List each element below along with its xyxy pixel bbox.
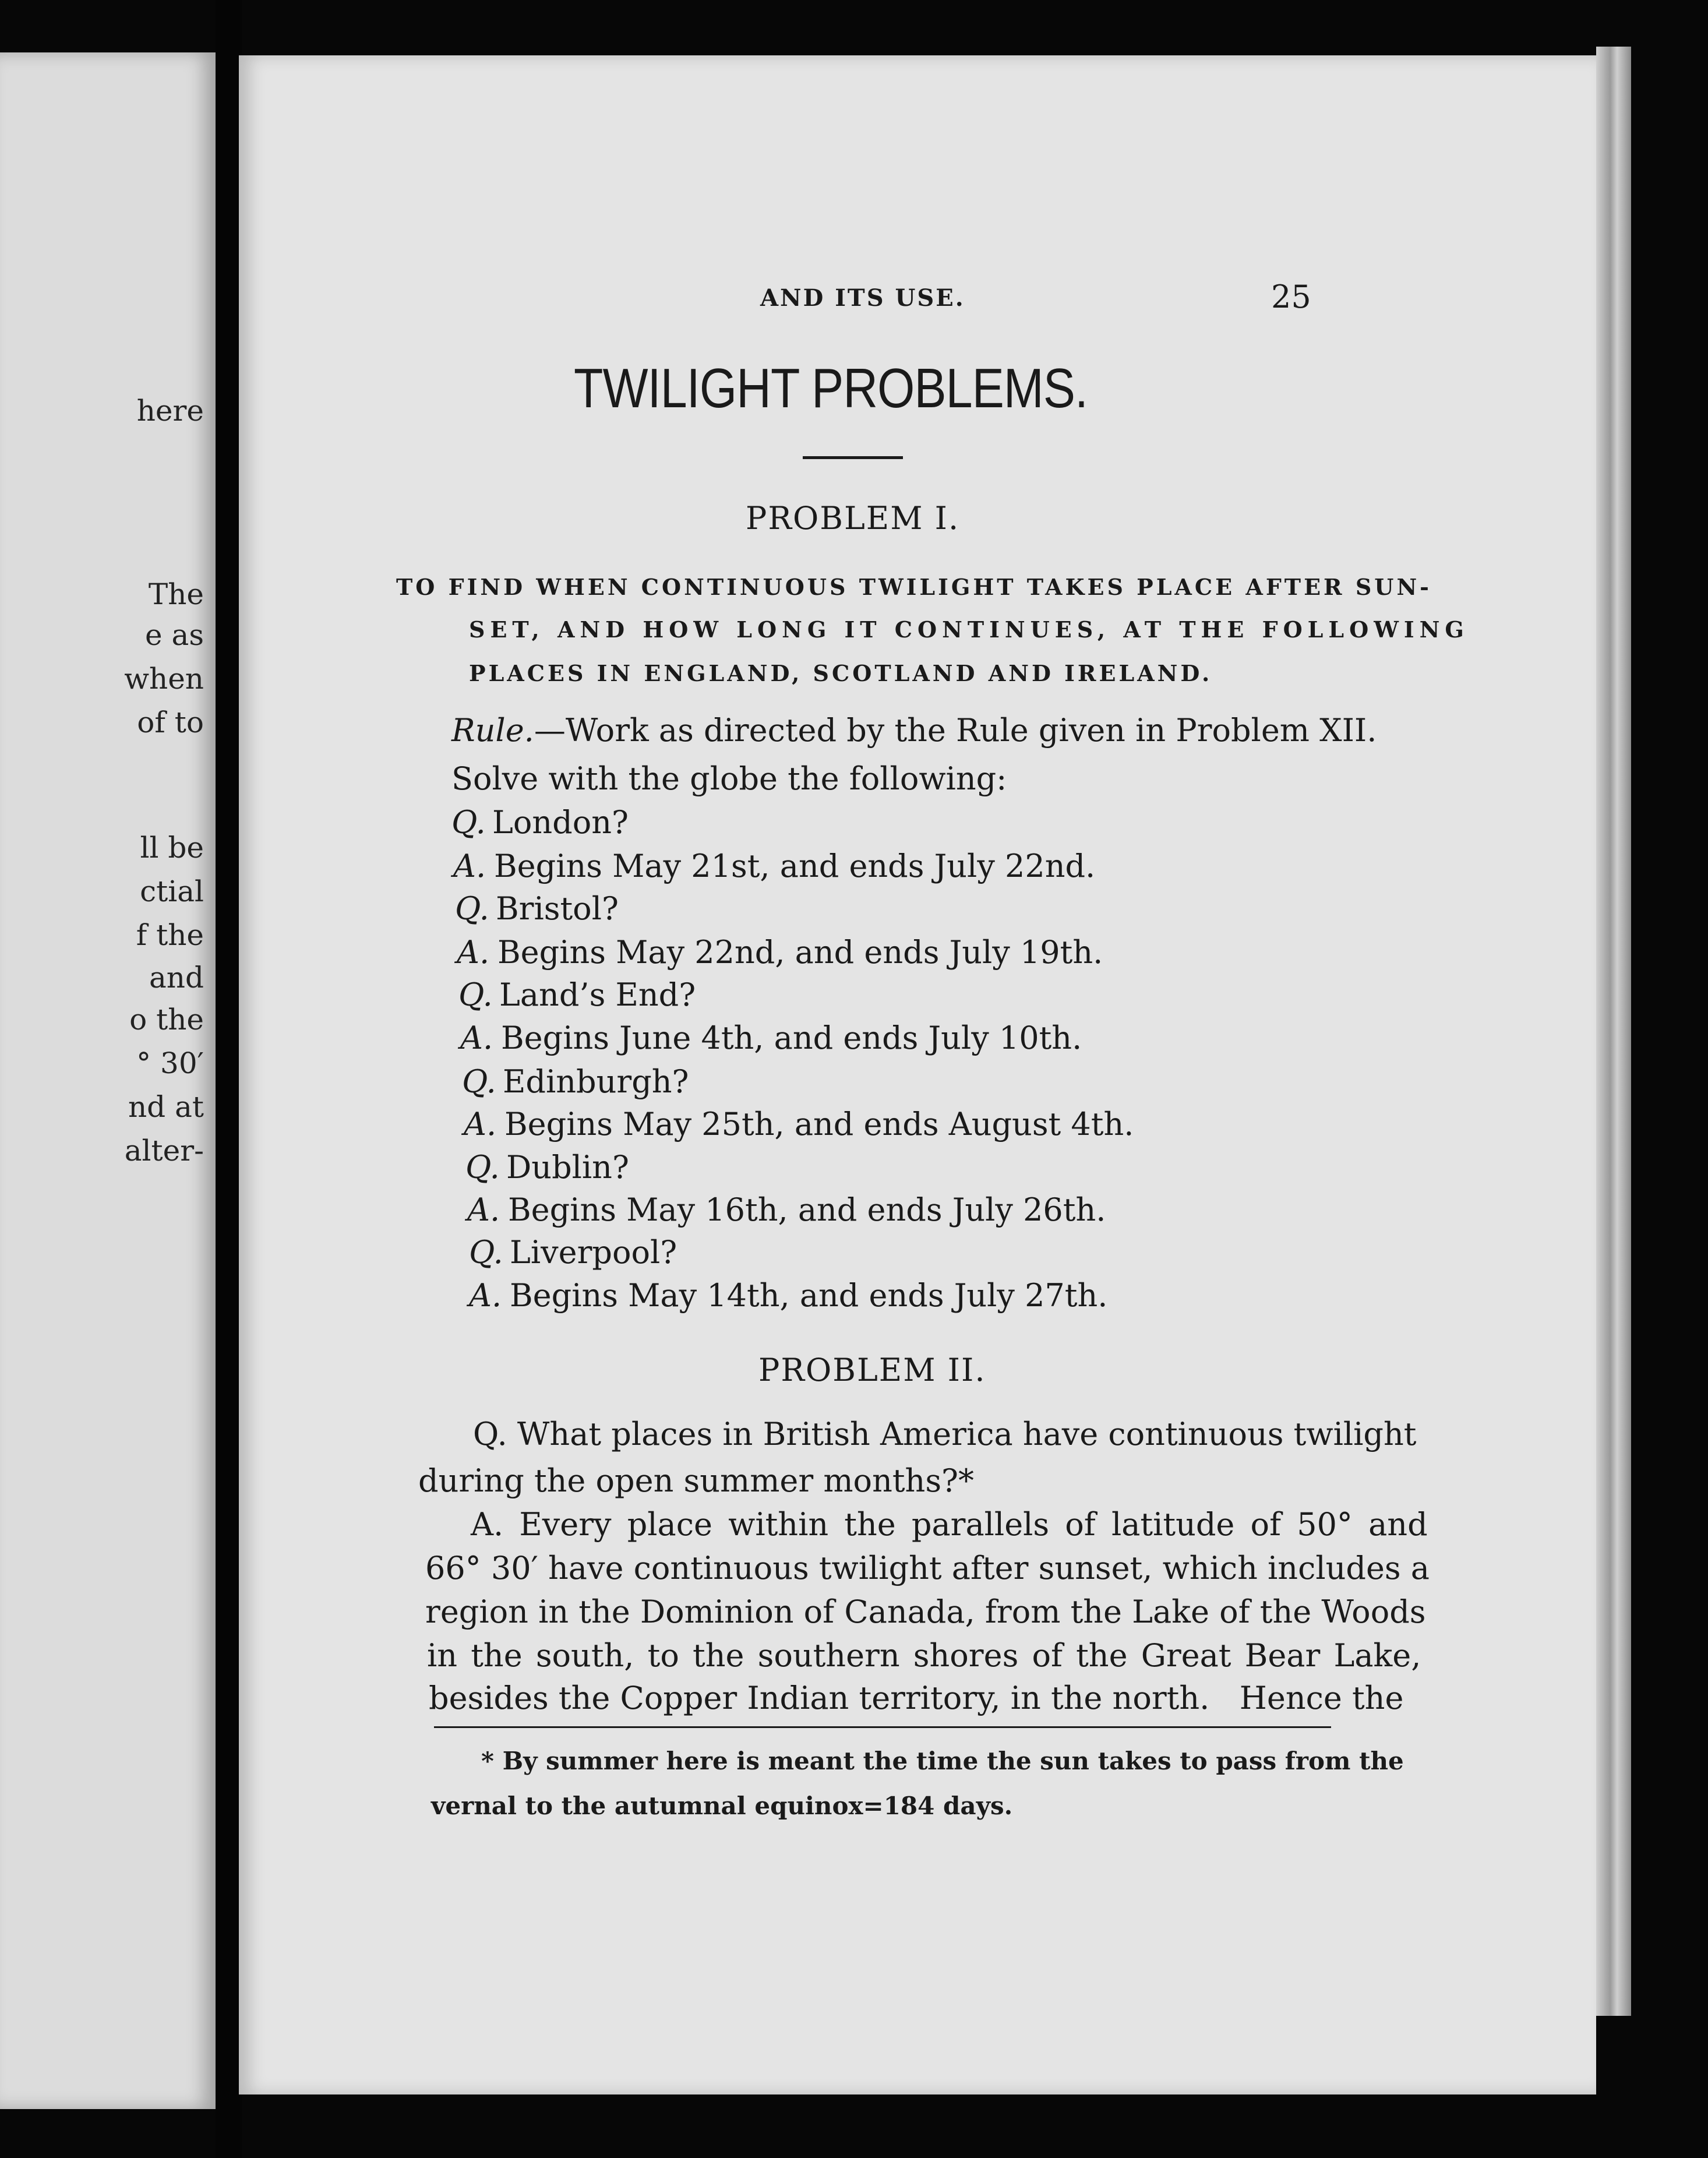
left-page-line: here — [136, 394, 204, 428]
qa-line — [451, 804, 629, 841]
left-page-line: ° 30′ — [136, 1046, 204, 1080]
paragraph-line: A. Every place within the parallels of latitude of 50° and — [471, 1506, 1428, 1543]
qa-line — [457, 934, 1103, 971]
left-page-line: and — [149, 961, 204, 995]
qa-text: Land’s End? — [499, 976, 696, 1013]
paragraph-line: besides the Copper Indian territory, in the north. Hence the — [429, 1680, 1404, 1716]
paragraph-line: 66° 30′ have continuous twilight after sunset, which includes a — [425, 1550, 1430, 1586]
left-page-line: nd at — [128, 1090, 204, 1124]
solve-instruction: Solve with the globe the following: — [451, 760, 1007, 797]
qa-letter: Q. — [465, 1149, 500, 1186]
qa-text: Begins May 21st, and ends July 22nd. — [494, 848, 1096, 884]
qa-line — [465, 1149, 629, 1186]
problem-1-statement-line: TO FIND WHEN CONTINUOUS TWILIGHT TAKES PLACE AFTER SUN- — [396, 574, 1432, 600]
qa-line — [453, 848, 1095, 884]
qa-line — [464, 1106, 1134, 1143]
book-spine — [216, 0, 242, 2158]
footnote-divider — [434, 1726, 1331, 1728]
qa-line — [467, 1191, 1106, 1228]
qa-text: Dublin? — [506, 1149, 629, 1186]
left-page-line: alter- — [124, 1134, 204, 1168]
rule-text: —Work as directed by the Rule given in Problem XII. — [534, 712, 1377, 749]
qa-text: Begins May 16th, and ends July 26th. — [508, 1191, 1106, 1228]
qa-text: Liverpool? — [510, 1234, 677, 1271]
qa-letter: A. — [469, 1277, 502, 1314]
page-title: TWILIGHT PROBLEMS. — [574, 357, 1088, 419]
left-page-line: ll be — [140, 831, 204, 865]
page-number: 25 — [1271, 278, 1311, 315]
qa-text: Bristol? — [496, 890, 619, 927]
qa-line — [455, 890, 619, 927]
qa-line — [458, 976, 696, 1013]
problem-1-statement-line: SET, AND HOW LONG IT CONTINUES, AT THE FOLLOWING — [469, 616, 1469, 643]
left-page-line: when — [124, 662, 204, 696]
rule-line — [451, 712, 1377, 749]
qa-text: Edinburgh? — [503, 1063, 689, 1100]
footnote-line: * By summer here is meant the time the sun takes to pass from the — [481, 1747, 1404, 1775]
qa-letter: A. — [464, 1106, 497, 1143]
left-page-line: of to — [137, 706, 204, 739]
paragraph-line: in the south, to the southern shores of the Great Bear Lake, — [427, 1637, 1421, 1674]
qa-line — [462, 1063, 689, 1100]
qa-letter: A. — [457, 934, 490, 971]
qa-text: Begins May 14th, and ends July 27th. — [510, 1277, 1108, 1314]
qa-letter: Q. — [458, 976, 493, 1013]
qa-text: Begins June 4th, and ends July 10th. — [501, 1020, 1082, 1056]
footnote-line: vernal to the autumnal equinox=184 days. — [431, 1792, 1013, 1820]
left-page-fragment — [0, 52, 216, 2109]
rule-label: Rule. — [451, 712, 534, 749]
qa-letter: Q. — [451, 804, 486, 841]
paragraph-line: during the open summer months?* — [418, 1462, 974, 1499]
qa-letter: Q. — [455, 890, 489, 927]
left-page-line: f the — [136, 918, 204, 952]
qa-line — [469, 1277, 1107, 1314]
title-divider — [803, 456, 903, 459]
qa-letter: Q. — [462, 1063, 496, 1100]
qa-line — [460, 1020, 1082, 1056]
paragraph-line: region in the Dominion of Canada, from the Lake of the Woods — [425, 1593, 1426, 1630]
problem-1-heading: PROBLEM I. — [746, 500, 960, 537]
qa-letter: A. — [453, 848, 486, 884]
qa-letter: A. — [460, 1020, 493, 1056]
qa-letter: A. — [467, 1191, 500, 1228]
paragraph-line: Q. What places in British America have continuous twilight — [473, 1416, 1417, 1452]
left-page-line: ctial — [140, 875, 204, 908]
qa-line — [469, 1234, 677, 1271]
problem-1-statement-line: PLACES IN ENGLAND, SCOTLAND AND IRELAND. — [469, 660, 1213, 686]
problem-2-heading: PROBLEM II. — [758, 1352, 986, 1388]
running-head: AND ITS USE. — [760, 284, 965, 312]
qa-text: London? — [492, 804, 629, 841]
left-page-line: The — [148, 577, 204, 611]
left-page-line: e as — [145, 618, 204, 652]
qa-letter: Q. — [469, 1234, 503, 1271]
page-edge — [1596, 47, 1631, 2016]
left-page-line: o the — [129, 1003, 204, 1036]
qa-text: Begins May 25th, and ends August 4th. — [504, 1106, 1134, 1143]
qa-text: Begins May 22nd, and ends July 19th. — [497, 934, 1103, 971]
